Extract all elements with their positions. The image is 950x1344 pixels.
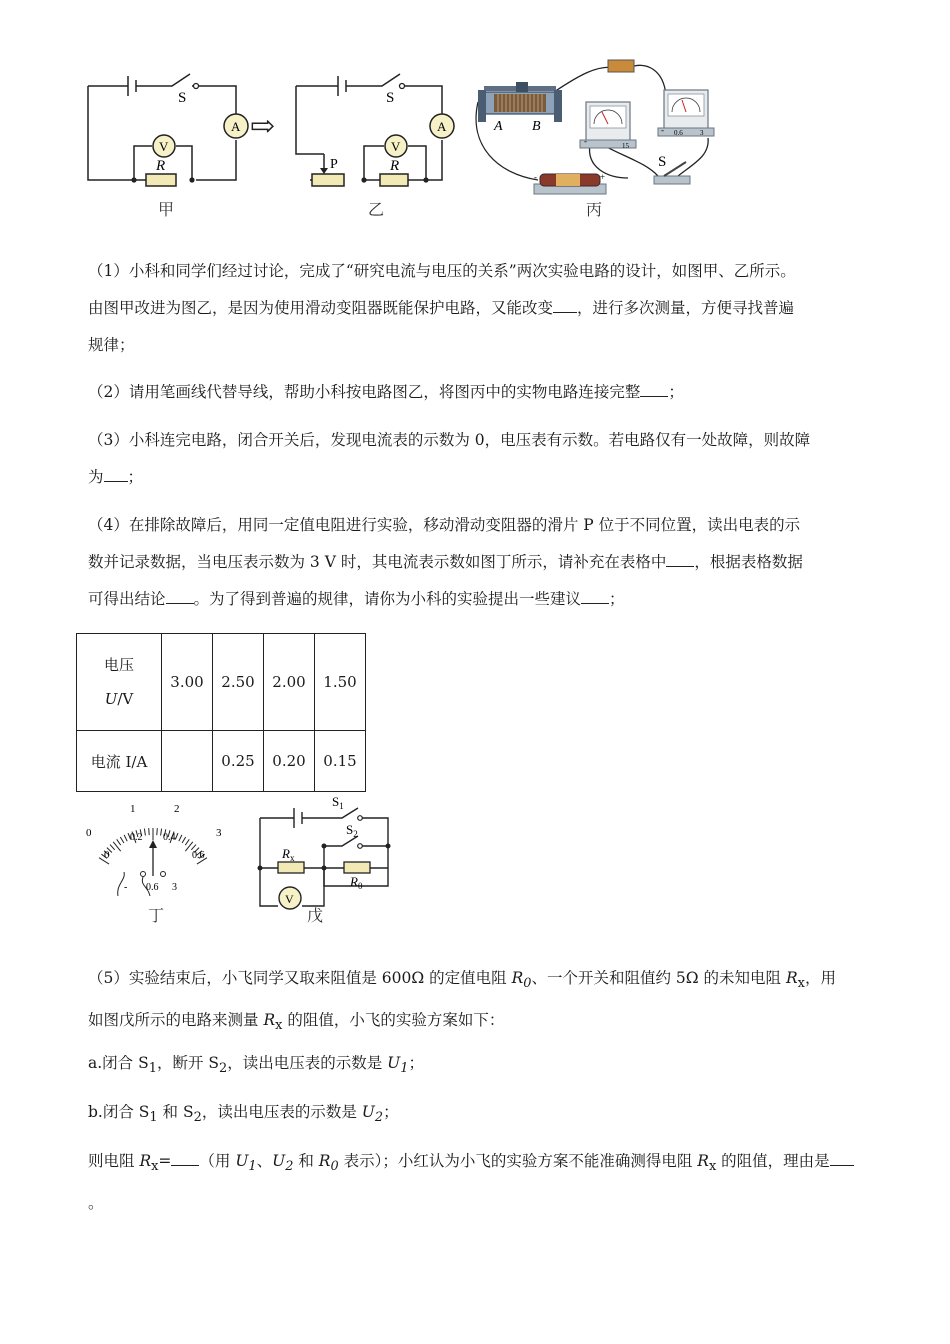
table-header-current: 电流 I/A (77, 731, 162, 792)
ammeter-dial-figure (80, 800, 230, 900)
table-row-current (77, 731, 366, 792)
svg-text:A: A (437, 119, 447, 134)
svg-text:-: - (584, 136, 587, 146)
step-conclusion: 则电阻 $R_x=$ （用 $U_1$、$U_2$ 和 $R_0$ 表示）；小红认为小飞的实验方案不能准确测得电阻 $R_x$ 的阻值，理由是 。 (88, 1143, 863, 1222)
svg-text:B: B (532, 119, 541, 134)
resistor-r0-icon (344, 862, 370, 873)
table-cell: 1.50 (315, 634, 366, 731)
answer-blank[interactable] (640, 382, 668, 397)
dial-tick (149, 828, 150, 835)
answer-blank[interactable] (830, 1151, 854, 1166)
answer-blank[interactable] (171, 1151, 199, 1166)
question-3: （3）小科连完电路，闭合开关后，发现电流表的示数为 0，电压表有示数。若电路仅有一处故障，则故障 为 ； (88, 431, 811, 486)
answer-blank[interactable] (104, 467, 128, 482)
svg-text:2: 2 (174, 803, 180, 815)
battery-apparatus (534, 174, 606, 194)
svg-text:+: + (600, 172, 606, 182)
svg-text:3: 3 (216, 827, 222, 839)
svg-text:P: P (330, 157, 338, 172)
svg-text:-: - (661, 125, 664, 135)
step-a: a.闭合 $S_1$，断开 $S_2$，读出电压表的示数是 $U_1$； (88, 1054, 424, 1077)
svg-text:V: V (285, 892, 294, 906)
caption-bing: 丙 (586, 200, 603, 219)
answer-blank[interactable] (166, 589, 194, 604)
question-4: （4）在排除故障后，用同一定值电阻进行实验，移动滑动变阻器的滑片 P 位于不同位置，读出电表的示 数并记录数据，当电压表示数为 3 V 时，其电流表示数如图丁所示，请补充在表格中 ，根据表格数据 可得出结论 。为了得到普遍的规律，请你为小科的实验提出一些建议 ； (88, 516, 803, 608)
table-cell: 2.50 (213, 634, 264, 731)
svg-text:15: 15 (622, 142, 629, 150)
svg-text:0: 0 (104, 849, 110, 861)
dial-tick (120, 837, 124, 843)
svg-text:V: V (391, 139, 401, 154)
dial-tick (161, 829, 162, 836)
resistor-icon (146, 174, 176, 186)
resistor-apparatus (608, 60, 634, 72)
svg-text:A: A (231, 119, 241, 134)
dial-tick (182, 837, 186, 843)
table-cell: 0.20 (264, 731, 315, 792)
dial-tick (110, 845, 115, 850)
dial-tick (124, 835, 127, 841)
svg-text:0: 0 (86, 827, 92, 839)
svg-text:0.6: 0.6 (146, 882, 159, 893)
table-row-voltage (77, 634, 366, 731)
svg-text:S1: $S_1$ (332, 794, 344, 811)
svg-text:1: 1 (130, 803, 136, 815)
table-cell-blank[interactable] (162, 731, 213, 792)
caption-ding: 丁 (148, 906, 165, 925)
answer-blank[interactable] (581, 589, 609, 604)
dial-tick (144, 829, 145, 836)
svg-text:S: S (658, 154, 667, 170)
step-b: b.闭合 $S_1$ 和 $S_2$，读出电压表的示数是 $U_2$； (88, 1103, 399, 1126)
table-cell: 2.00 (264, 634, 315, 731)
dial-tick (175, 833, 178, 839)
svg-text:S: S (178, 90, 187, 106)
dial-tick (117, 839, 121, 845)
answer-blank[interactable] (666, 552, 694, 567)
svg-text:S2: $S_2$ (346, 822, 358, 839)
rheostat-apparatus (478, 82, 562, 122)
question-5: （5）实验结束后，小飞同学又取来阻值是 600Ω 的定值电阻 $R_0$、一个开关和阻值约 5Ω 的未知电阻 $R_x$，用 如图戊所示的电路来测量 $R_x$ 的阻值，小飞的实验方案如下： (88, 969, 836, 1034)
svg-text:S: S (386, 90, 395, 106)
svg-text:0.4: 0.4 (163, 832, 176, 843)
svg-text:R: R (390, 158, 400, 174)
table-header-voltage: 电压 U/V (77, 634, 162, 731)
dial-tick (185, 839, 189, 845)
svg-text:0.6: 0.6 (192, 850, 205, 861)
caption-yi: 乙 (368, 200, 385, 219)
data-table (76, 633, 366, 792)
answer-blank[interactable] (553, 298, 577, 313)
caption-wu: 戊 (307, 906, 324, 925)
question-1: （1）小科和同学们经过讨论，完成了“研究电流与电压的关系”两次实验电路的设计，如图甲、乙所示。 由图甲改进为图乙，是因为使用滑动变阻器既能保护电路，又能改变 ，进行多次测量，方便寻找普遍 规律； (88, 262, 796, 354)
table-cell: 3.00 (162, 634, 213, 731)
table-cell: 0.15 (315, 731, 366, 792)
svg-text:0.2: 0.2 (130, 832, 143, 843)
svg-text:A: A (494, 119, 503, 134)
table-cell: 0.25 (213, 731, 264, 792)
caption-jia: 甲 (158, 200, 175, 219)
resistor-rx-icon (278, 862, 304, 873)
dial-tick (179, 835, 182, 841)
svg-text:-: - (124, 882, 128, 893)
svg-text:R: R (156, 158, 166, 174)
apparatus-figure-bing (468, 56, 718, 201)
svg-text:R0: $R_0$ (350, 874, 363, 891)
svg-text:Rx: $R_x$ (282, 846, 295, 863)
svg-text:3: 3 (172, 882, 177, 893)
ammeter-apparatus (658, 90, 714, 136)
arrow-icon: ⇨ (250, 109, 276, 144)
svg-text:3: 3 (700, 129, 704, 137)
question-2: （2）请用笔画线代替导线，帮助小科按电路图乙，将图丙中的实物电路连接完整 ； (88, 383, 684, 401)
circuit-figure-wu (250, 794, 400, 912)
resistor-icon (380, 174, 408, 186)
svg-text:V: V (159, 139, 169, 154)
rheostat-icon (312, 174, 344, 186)
svg-text:-: - (534, 172, 537, 182)
svg-text:0.6: 0.6 (674, 129, 683, 137)
dial-tick (157, 828, 158, 835)
circuit-figure-jia (84, 66, 254, 196)
circuit-figure-yi (292, 66, 462, 196)
